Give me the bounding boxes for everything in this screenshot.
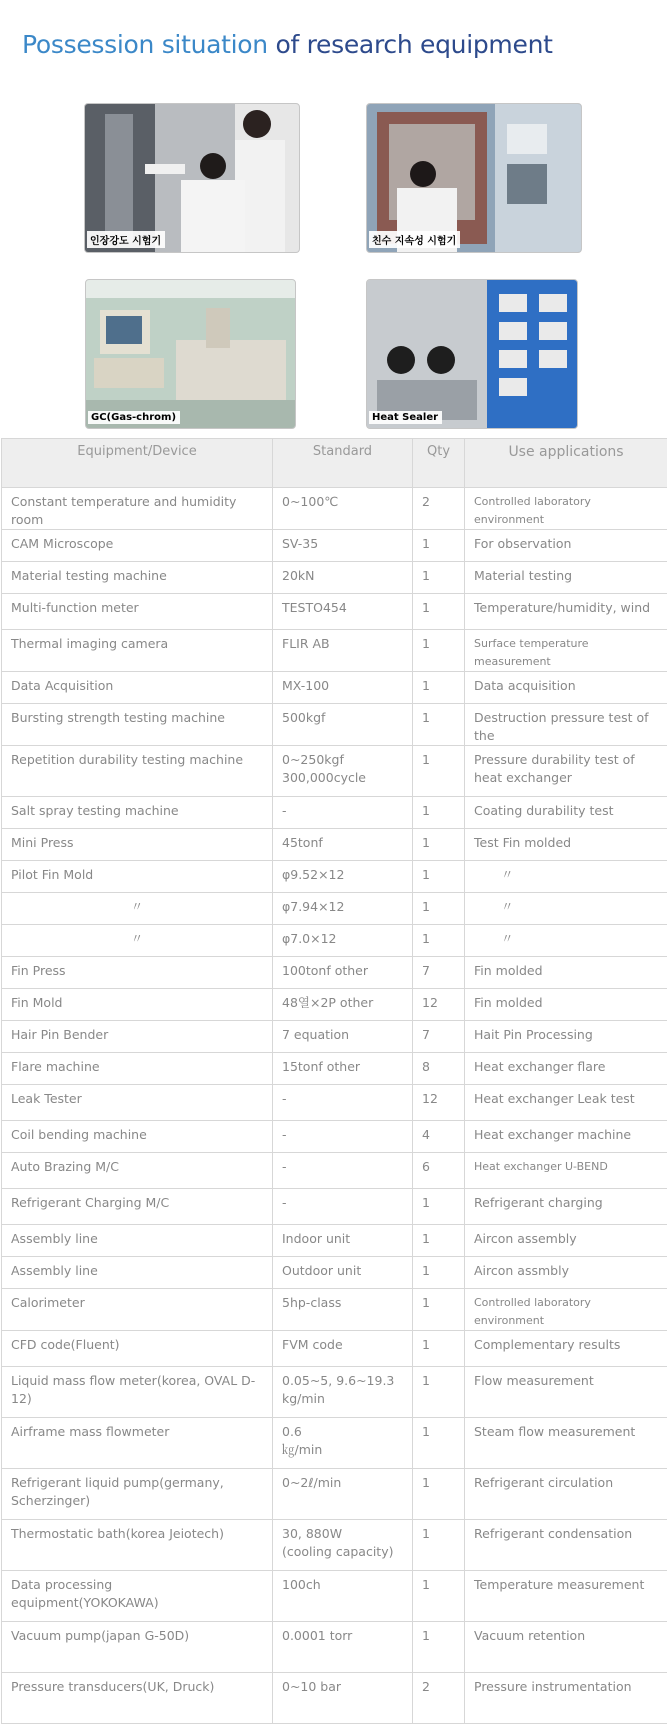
cell-equipment: Refrigerant liquid pump(germany, Scherzinger): [2, 1469, 273, 1520]
cell-equipment: Auto Brazing M/C: [2, 1153, 273, 1189]
table-row: [2, 1520, 667, 1571]
table-row: [2, 1085, 667, 1121]
table-row: [2, 957, 667, 989]
cell-use: Controlled laboratory environment: [465, 488, 667, 530]
cell-standard: 0.0001 torr: [273, 1622, 413, 1673]
cell-qty: 1: [413, 1571, 465, 1622]
cell-equipment: Data Acquisition: [2, 672, 273, 704]
cell-standard: FVM code: [273, 1331, 413, 1367]
table-row: [2, 1053, 667, 1085]
table-row: [2, 1189, 667, 1225]
cell-use: For observation: [465, 530, 667, 562]
cell-qty: 1: [413, 594, 465, 630]
cell-qty: 1: [413, 1257, 465, 1289]
table-row: [2, 1331, 667, 1367]
photo-caption: 인장강도 시험기: [87, 231, 165, 248]
cell-use: Fin molded: [465, 957, 667, 989]
cell-qty: 1: [413, 861, 465, 893]
cell-use: Destruction pressure test of the: [465, 704, 667, 746]
table-row: [2, 746, 667, 797]
cell-qty: 1: [413, 925, 465, 957]
cell-qty: 1: [413, 1622, 465, 1673]
cell-qty: 6: [413, 1153, 465, 1189]
lab-photo-image: [367, 280, 577, 428]
cell-equipment: Leak Tester: [2, 1085, 273, 1121]
table-row: [2, 797, 667, 829]
table-row: [2, 630, 667, 672]
cell-equipment: Salt spray testing machine: [2, 797, 273, 829]
photo-caption: 친수 지속성 시험기: [369, 231, 460, 248]
photo-gc: [85, 279, 296, 429]
cell-standard: 100tonf other: [273, 957, 413, 989]
cell-standard: φ9.52×12: [273, 861, 413, 893]
cell-use: Data acquisition: [465, 672, 667, 704]
lab-photo-image: [367, 104, 581, 252]
cell-qty: 1: [413, 1469, 465, 1520]
cell-qty: 1: [413, 1289, 465, 1331]
table-row: [2, 829, 667, 861]
table-row: [2, 1225, 667, 1257]
cell-qty: 1: [413, 1418, 465, 1469]
page-title: [22, 30, 553, 59]
table-header-row: [2, 439, 667, 488]
cell-qty: 7: [413, 1021, 465, 1053]
cell-use: 〃: [465, 893, 667, 925]
cell-use: Refrigerant charging: [465, 1189, 667, 1225]
header-standard: Standard: [273, 439, 413, 488]
table-row: [2, 1622, 667, 1673]
cell-equipment: Mini Press: [2, 829, 273, 861]
page-title-part1: Possession situation: [22, 30, 268, 59]
cell-standard: -: [273, 797, 413, 829]
cell-use: Material testing: [465, 562, 667, 594]
table-row: [2, 1673, 667, 1724]
table-row: [2, 1121, 667, 1153]
cell-standard: Indoor unit: [273, 1225, 413, 1257]
cell-use: Refrigerant condensation: [465, 1520, 667, 1571]
cell-qty: 12: [413, 989, 465, 1021]
cell-standard: 7 equation: [273, 1021, 413, 1053]
cell-equipment: Pressure transducers(UK, Druck): [2, 1673, 273, 1724]
table-row: [2, 1289, 667, 1331]
table-row: [2, 672, 667, 704]
table-row: [2, 1418, 667, 1469]
cell-use: 〃: [465, 925, 667, 957]
page-title-part2: of research equipment: [268, 30, 553, 59]
cell-standard: -: [273, 1121, 413, 1153]
cell-equipment: Assembly line: [2, 1257, 273, 1289]
table-row: [2, 562, 667, 594]
cell-use: Vacuum retention: [465, 1622, 667, 1673]
cell-use: Steam flow measurement: [465, 1418, 667, 1469]
table-row: [2, 1571, 667, 1622]
cell-use: Aircon assembly: [465, 1225, 667, 1257]
cell-use: Test Fin molded: [465, 829, 667, 861]
table-row: [2, 1021, 667, 1053]
cell-qty: 7: [413, 957, 465, 989]
cell-standard: 20kN: [273, 562, 413, 594]
cell-qty: 1: [413, 630, 465, 672]
cell-use: Flow measurement: [465, 1367, 667, 1418]
cell-equipment: Thermostatic bath(korea Jeiotech): [2, 1520, 273, 1571]
cell-use: Temperature/humidity, wind: [465, 594, 667, 630]
cell-qty: 1: [413, 1225, 465, 1257]
cell-equipment: Material testing machine: [2, 562, 273, 594]
cell-use: Heat exchanger Leak test: [465, 1085, 667, 1121]
cell-qty: 1: [413, 1331, 465, 1367]
table-row: [2, 1153, 667, 1189]
cell-use: Controlled laboratory environment: [465, 1289, 667, 1331]
cell-standard: -: [273, 1189, 413, 1225]
table-row: [2, 861, 667, 893]
cell-standard: MX-100: [273, 672, 413, 704]
table-row: [2, 704, 667, 746]
cell-qty: 1: [413, 797, 465, 829]
lab-photo-image: [85, 104, 299, 252]
cell-use: Coating durability test: [465, 797, 667, 829]
cell-use: Temperature measurement: [465, 1571, 667, 1622]
cell-qty: 1: [413, 893, 465, 925]
cell-use: Fin molded: [465, 989, 667, 1021]
photo-hydrophilic-tester: [366, 103, 582, 253]
cell-use: 〃: [465, 861, 667, 893]
header-use: Use applications: [465, 439, 667, 488]
cell-standard: 0~10 bar: [273, 1673, 413, 1724]
photo-caption: Heat Sealer: [369, 411, 442, 424]
cell-standard: TESTO454: [273, 594, 413, 630]
cell-use: Pressure durability test of heat exchanger: [465, 746, 667, 797]
cell-use: Pressure instrumentation: [465, 1673, 667, 1724]
cell-standard: 500kgf: [273, 704, 413, 746]
cell-standard: φ7.94×12: [273, 893, 413, 925]
cell-use: Heat exchanger U-BEND: [465, 1153, 667, 1189]
cell-standard: FLIR AB: [273, 630, 413, 672]
cell-qty: 1: [413, 530, 465, 562]
cell-equipment: Flare machine: [2, 1053, 273, 1085]
table-row: [2, 594, 667, 630]
cell-use: Aircon assmbly: [465, 1257, 667, 1289]
cell-use: Heat exchanger machine: [465, 1121, 667, 1153]
cell-standard: 45tonf: [273, 829, 413, 861]
cell-standard: -: [273, 1153, 413, 1189]
table-row: [2, 1469, 667, 1520]
photo-caption: GC(Gas-chrom): [88, 411, 180, 424]
cell-equipment: Liquid mass flow meter(korea, OVAL D-12): [2, 1367, 273, 1418]
cell-equipment: 〃: [2, 893, 273, 925]
cell-equipment: Assembly line: [2, 1225, 273, 1257]
header-qty: Qty: [413, 439, 465, 488]
cell-standard: 15tonf other: [273, 1053, 413, 1085]
cell-use: Hait Pin Processing: [465, 1021, 667, 1053]
cell-equipment: Calorimeter: [2, 1289, 273, 1331]
cell-standard: SV-35: [273, 530, 413, 562]
cell-use: Refrigerant circulation: [465, 1469, 667, 1520]
cell-qty: 8: [413, 1053, 465, 1085]
cell-qty: 2: [413, 488, 465, 530]
table-row: [2, 530, 667, 562]
cell-qty: 2: [413, 1673, 465, 1724]
cell-qty: 1: [413, 1367, 465, 1418]
cell-equipment: CAM Microscope: [2, 530, 273, 562]
cell-equipment: Refrigerant Charging M/C: [2, 1189, 273, 1225]
cell-qty: 1: [413, 704, 465, 746]
cell-use: Complementary results: [465, 1331, 667, 1367]
table-row: [2, 893, 667, 925]
cell-equipment: Fin Press: [2, 957, 273, 989]
cell-equipment: Multi-function meter: [2, 594, 273, 630]
cell-standard: -: [273, 1085, 413, 1121]
table-row: [2, 925, 667, 957]
cell-standard: 0~100℃: [273, 488, 413, 530]
cell-standard: 0~2ℓ/min: [273, 1469, 413, 1520]
cell-use: Heat exchanger flare: [465, 1053, 667, 1085]
cell-qty: 1: [413, 562, 465, 594]
cell-equipment: Data processing equipment(YOKOKAWA): [2, 1571, 273, 1622]
cell-equipment: Repetition durability testing machine: [2, 746, 273, 797]
cell-qty: 1: [413, 746, 465, 797]
cell-standard: φ7.0×12: [273, 925, 413, 957]
cell-equipment: Airframe mass flowmeter: [2, 1418, 273, 1469]
cell-equipment: 〃: [2, 925, 273, 957]
cell-equipment: Pilot Fin Mold: [2, 861, 273, 893]
cell-equipment: Bursting strength testing machine: [2, 704, 273, 746]
cell-equipment: CFD code(Fluent): [2, 1331, 273, 1367]
cell-qty: 1: [413, 672, 465, 704]
lab-photo-image: [86, 280, 295, 428]
equipment-table: [1, 438, 667, 1724]
cell-equipment: Hair Pin Bender: [2, 1021, 273, 1053]
header-equipment: Equipment/Device: [2, 439, 273, 488]
photo-tensile-tester: [84, 103, 300, 253]
table-row: [2, 488, 667, 530]
cell-equipment: Coil bending machine: [2, 1121, 273, 1153]
table-row: [2, 989, 667, 1021]
cell-qty: 12: [413, 1085, 465, 1121]
cell-standard: 5hp-class: [273, 1289, 413, 1331]
cell-standard: 0~250kgf 300,000cycle: [273, 746, 413, 797]
cell-qty: 4: [413, 1121, 465, 1153]
cell-use: Surface temperature measurement: [465, 630, 667, 672]
cell-qty: 1: [413, 829, 465, 861]
cell-equipment: Constant temperature and humidity room: [2, 488, 273, 530]
table-row: [2, 1367, 667, 1418]
table-row: [2, 1257, 667, 1289]
cell-equipment: Vacuum pump(japan G-50D): [2, 1622, 273, 1673]
cell-standard: 0.6 ㎏/min: [273, 1418, 413, 1469]
cell-qty: 1: [413, 1520, 465, 1571]
cell-equipment: Thermal imaging camera: [2, 630, 273, 672]
cell-standard: 48열×2P other: [273, 989, 413, 1021]
cell-standard: 30, 880W (cooling capacity): [273, 1520, 413, 1571]
cell-standard: 0.05~5, 9.6~19.3 kg/min: [273, 1367, 413, 1418]
cell-standard: Outdoor unit: [273, 1257, 413, 1289]
photo-heat-sealer: [366, 279, 578, 429]
cell-qty: 1: [413, 1189, 465, 1225]
cell-equipment: Fin Mold: [2, 989, 273, 1021]
cell-standard: 100ch: [273, 1571, 413, 1622]
